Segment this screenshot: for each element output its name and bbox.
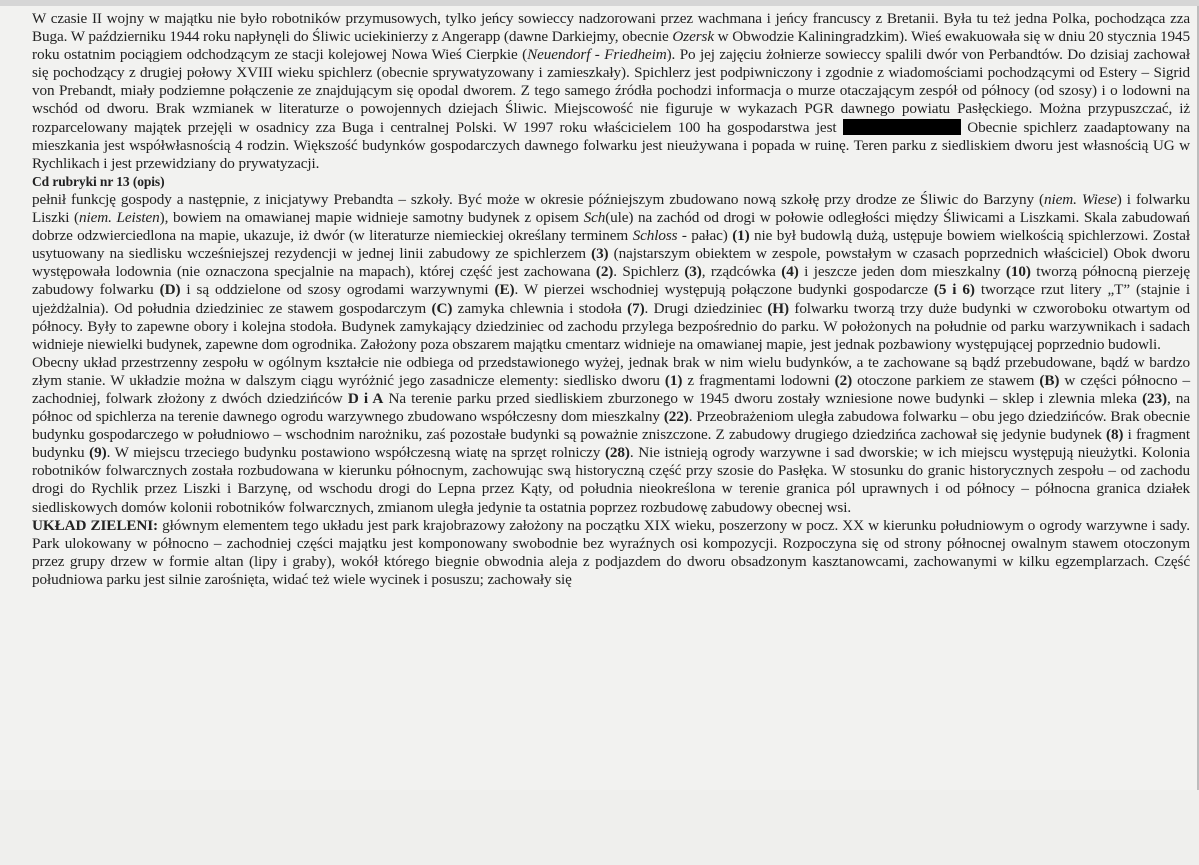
paragraph-greenery: UKŁAD ZIELENI: głównym elementem tego układu jest park krajobrazowy założony na początku XIX wieku, poszerzony w pocz. XX w kierunku południowym o ogrody warzywne i sady. Park ulokowany w północno – zachodniej części majątku jest komponowany swobodnie bez wyraźnych osi kompozycji. Rozpoczyna się od strony północnej owalnym stawem otoczonym przez grupy drzew w formie altan (lipy i graby), wokół którego biegnie obwodnia aleja z podjazdem do dworu obsadzonym kasztanowcami, zachowanymi w kilku egzemplarzach. Część południowa parku jest silnie zarośnięta, widać też wiele wycinek i posuszu; zachowały się [32,516,1190,588]
paragraph-history: W czasie II wojny w majątku nie było robotników przymusowych, tylko jeńcy sowieccy nadzorowani przez wachmana i jeńcy francuscy z Bretanii. Była tu też jedna Polka, pochodząca zza Buga. W październiku 1944 roku napłynęli do Śliwic uciekinierzy z Angerapp (dawne Darkiejmy, obecnie Ozersk w Obwodzie Kaliningradzkim). Wieś ewakuowała się w dniu 20 stycznia 1945 roku ostatnim pociągiem odchodzącym ze stacji kolejowej Nowa Wieś Cierpkie (Neuendorf - Friedheim). Po jej zajęciu żołnierze sowieccy spalili dwór von Perbandtów. Do dzisiaj zachował się pochodzący z drugiej połowy XVIII wieku spichlerz (obecnie sprywatyzowany i zamieszkały). Spichlerz jest podpiwniczony i zgodnie z wiadomościami pochodzącymi od Estery – Sigrid von Prebandt, miały podziemne połączenie ze znajdującym się opodal dworem. Z tego samego źródła pochodzi informacja o murze otaczającym zespół od północy (od szosy) i o lodowni na wschód od dworu. Brak wzmianek w literaturze o powojennych dziejach Śliwic. Miejscowość nie figuruje w wykazach PGR dawnego powiatu Pasłęckiego. Można przypuszczać, iż rozparcelowany majątek przejęli w osadnicy zza Buga i centralnej Polski. W 1997 roku właścicielem 100 ha gospodarstwa jest Obecnie spichlerz zaadaptowany na mieszkania jest współwłasnością 4 rodzin. Większość budynków gospodarczych dawnego folwarku jest nieużywana i popada w ruinę. Teren parku z siedliskiem dworu jest własnością UG w Rychlikach i jest przewidziany do prywatyzacji. [32,10,1191,172]
blank-margin [0,790,1199,865]
scan-edge [0,0,1199,6]
section-subheading: Cd rubryki nr 13 (opis) [32,173,165,189]
paragraph-current-layout: Obecny układ przestrzenny zespołu w ogólnym kształcie nie odbiega od przedstawionego wyżej, jednak brak w nim wielu budynków, a te zachowane są bądź przebudowane, bądź w bardzo złym stanie. W układzie można w dalszym ciągu wyróżnić jego zasadnicze elementy: siedlisko dworu (1) z fragmentami lodowni (2) otoczone parkiem ze stawem (B) w części północno – zachodniej, folwark złożony z dwóch dziedzińców D i A Na terenie parku przed siedliskiem zburzonego w 1945 dworu zostały wzniesione nowe budynki – sklep i zlewnia mleka (23), na północ od spichlerza na terenie dawnego ogrodu warzywnego zbudowano współczesny dom mieszkalny (22). Przeobrażeniom uległa zabudowa folwarku – obu jego dziedzińców. Brak obecnie budynku gospodarczego w południowo – wschodnim narożniku, zaś pozostałe budynki są poważnie zniszczone. Z zabudowy drugiego dziedzińca zachował się jedynie budynek (8) i fragment budynku (9). W miejscu trzeciego budynku postawiono współczesną wiatę na sprzęt rolniczy (28). Nie istnieją ogrody warzywne i sad dworskie; w ich miejscu występują nieużytki. Kolonia robotników folwarcznych została rozbudowana w kierunku północnym, zachowując swą historyczną część przy szosie do Pasłęka. W stosunku do granic historycznych zespołu – od zachodu drogi do Rychlik przez Liszki i Barzynę, od wschodu drogi do Lepna przez Kąty, od południa nieokreślona w terenie granica pól uprawnych i od północy – północna granica działek siedliskowych domów kolonii robotników folwarcznych, zmianom uległa jedynie ta ostatnia poprzez rozbudowę zabudowy obecnej wsi. [32,353,1190,516]
greenery-heading: UKŁAD ZIELENI: [32,516,159,534]
paragraph-description: pełnił funkcję gospody a następnie, z inicjatywy Prebandta – szkoły. Być może w okresie późniejszym zbudowano nową szkołę przy drodze ze Śliwic do Barzyny (niem. Wiese) i folwarku Liszki (niem. Leisten), bowiem na omawianej mapie widnieje samotny budynek z opisem Sch(ule) na zachód od drogi w połowie odległości między Śliwicami a Liszkami. Skala zabudowań dobrze odzwierciedlona na mapie, ukazuje, iż dwór (w literaturze niemieckiej określany terminem Schloss - pałac) (1) nie był budowlą dużą, ustępuje bowiem wielkością spichlerzowi. Został usytuowany na siedlisku wcześniejszej rezydencji w jednej linii zabudowy ze spichlerzem (3) (najstarszym obiektem w zespole, powstałym w czasach poprzednich właściciel) Obok dworu występowała lodownia (nie oznaczona specjalnie na mapach), której część jest zachowana (2). Spichlerz (3), rządcówka (4) i jeszcze jeden dom mieszkalny (10) tworzą północną pierzeję zabudowy folwarku (D) i są oddzielone od szosy ogrodami warzywnymi (E). W pierzei wschodniej występują połączone budynki gospodarcze (5 i 6) tworzące rzut litery „T” (stajnie i ujeżdżalnia). Od południa dziedziniec ze stawem gospodarczym (C) zamyka chlewnia i stodoła (7). Drugi dziedziniec (H) folwarku tworzą trzy duże budynki w czworoboku otwartym od północy. Były to zapewne obory i kolejna stodoła. Budynek zamykający dziedziniec od zachodu przylega bezpośrednio do parku. W położonych na południe od parku warzywnikach i sadach widnieje niewielki budynek, zapewne dom ogrodnika. Założony poza obszarem majątku cmentarz widnieje na omawianej mapie, jest jednak pozbawiony występującej poprzednio budowli. [32,190,1191,353]
document-body [32,10,1190,589]
redaction-block [843,119,961,135]
